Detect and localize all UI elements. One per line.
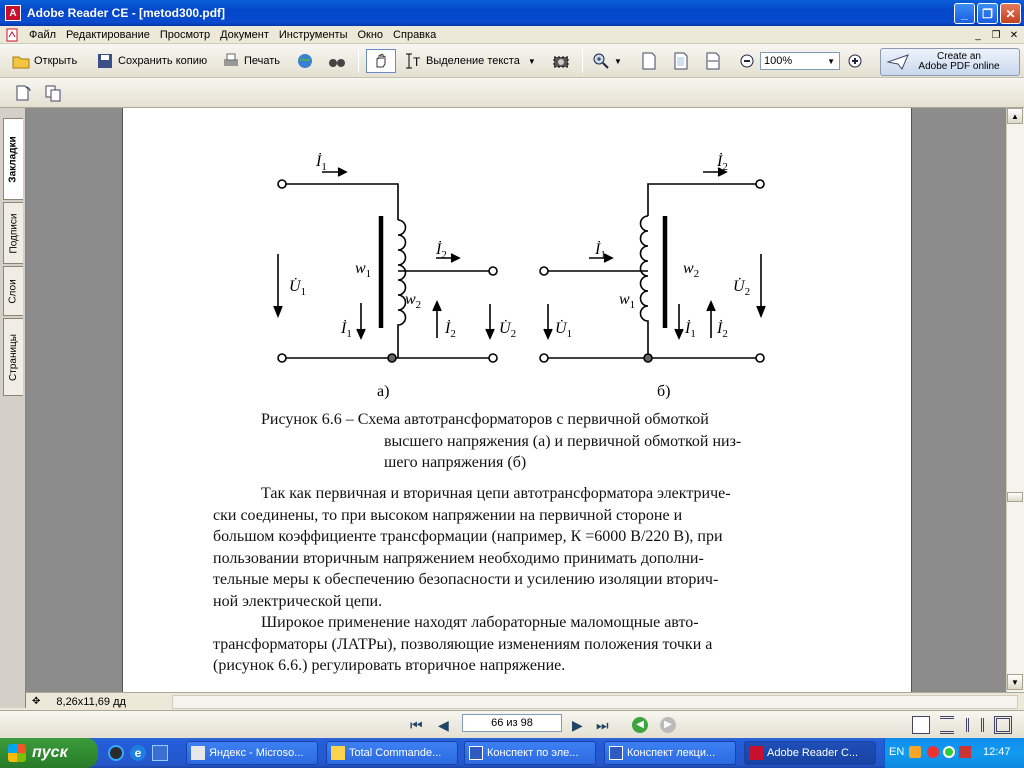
svg-text:T: T bbox=[413, 55, 421, 69]
task-adobe-reader[interactable] bbox=[744, 741, 876, 765]
browser-window-icon bbox=[191, 746, 205, 760]
tab-signatures-label: Подписи bbox=[8, 213, 20, 253]
b-winding-w2-label: $w_2$ bbox=[683, 260, 700, 280]
maximize-button[interactable]: ❐ bbox=[977, 3, 998, 24]
scroll-thumb[interactable] bbox=[1007, 492, 1023, 502]
figure-caption-line: Рисунок 6.6 – Схема автотрансформаторов с первичной обмоткой bbox=[261, 411, 709, 428]
language-indicator[interactable]: EN bbox=[889, 746, 905, 758]
menu-edit[interactable]: Редактирование bbox=[66, 28, 150, 41]
pdf-page bbox=[122, 108, 912, 692]
resize-arrows-icon[interactable]: ✥ bbox=[32, 696, 41, 707]
a-current-i1-low-label: $İ_1$ bbox=[341, 320, 352, 340]
task-total-commander-label: Total Commande... bbox=[349, 747, 442, 759]
b-current-i2-low-label: $İ_2$ bbox=[717, 320, 728, 340]
a-caption: а) bbox=[377, 383, 390, 400]
open-label: Открыть bbox=[34, 55, 78, 67]
snapshot-button[interactable] bbox=[552, 49, 574, 73]
windows-logo-icon bbox=[8, 744, 26, 762]
task-yandex-label: Яндекс - Microso... bbox=[209, 747, 304, 759]
save-copy-button[interactable] bbox=[96, 49, 207, 73]
start-button[interactable] bbox=[0, 738, 98, 768]
page-size-label: 8,26x11,69 дд bbox=[56, 695, 126, 708]
go-forward-button[interactable] bbox=[660, 713, 676, 737]
fit-width-button[interactable] bbox=[704, 49, 726, 73]
a-current-i2-low-label: $İ_2$ bbox=[445, 320, 456, 340]
task-total-commander[interactable] bbox=[326, 741, 458, 765]
b-caption: б) bbox=[657, 383, 671, 400]
task-konspekt-2[interactable] bbox=[604, 741, 736, 765]
create-pdf-online-button[interactable] bbox=[880, 48, 1020, 76]
tab-layers[interactable] bbox=[3, 266, 23, 316]
internet-explorer-icon[interactable]: e bbox=[130, 745, 146, 761]
tab-pages-label: Страницы bbox=[8, 333, 20, 381]
menu-help[interactable]: Справка bbox=[393, 28, 437, 41]
search-button[interactable] bbox=[328, 49, 350, 73]
autotransformer-diagram bbox=[123, 108, 913, 408]
task-yandex[interactable] bbox=[186, 741, 318, 765]
b-current-i1-label: $İ_1$ bbox=[595, 241, 606, 261]
minus-circle-icon bbox=[738, 52, 756, 70]
zoom-level-select[interactable] bbox=[760, 52, 840, 70]
b-current-i2-label: $İ_2$ bbox=[717, 153, 728, 173]
save-copy-label: Сохранить копию bbox=[118, 55, 208, 67]
next-page-button[interactable]: ▶ bbox=[572, 716, 583, 733]
forward-arrow-icon: ▶ bbox=[660, 717, 676, 733]
quick-launch bbox=[108, 745, 168, 761]
paragraph-line: Так как первичная и вторичная цепи автотрансформатора электриче- bbox=[261, 485, 731, 502]
paragraph-line: трансформаторы (ЛАТРы), позволяющие изменениям положения точки а bbox=[213, 635, 713, 653]
b-current-i1-low-label: $İ_1$ bbox=[685, 320, 696, 340]
toolbar-separator bbox=[582, 49, 583, 73]
task-konspekt-2-label: Конспект лекци... bbox=[627, 747, 716, 759]
paragraph-line: большом коэффициенте трансформации (например, К =6000 В/220 В), при bbox=[213, 528, 723, 545]
page-icon bbox=[640, 52, 658, 70]
b-voltage-u2-label: $U̇_2$ bbox=[733, 278, 751, 298]
zoom-in-button[interactable] bbox=[846, 49, 868, 73]
menu-window[interactable]: Окно bbox=[357, 28, 384, 41]
a-current-i1-label: $İ_1$ bbox=[316, 153, 327, 173]
create-pdf-label: Create an Adobe PDF online bbox=[918, 51, 1000, 72]
figure-caption bbox=[261, 409, 821, 474]
zoom-level-value: 100% bbox=[764, 55, 793, 67]
start-label: пуск bbox=[32, 744, 68, 761]
doc-minimize-button[interactable]: _ bbox=[975, 29, 981, 41]
paragraph-line: ски соединены, то при высоком напряжении на первичной стороне и bbox=[213, 506, 683, 524]
doc-close-button[interactable]: ✕ bbox=[1009, 29, 1019, 41]
camera-icon bbox=[552, 52, 570, 70]
task-adobe-reader-label: Adobe Reader C... bbox=[767, 747, 859, 759]
adobe-reader-icon bbox=[749, 746, 763, 760]
windows-taskbar bbox=[0, 738, 1024, 768]
select-text-label: Выделение текста bbox=[426, 55, 520, 67]
figure-caption-line: высшего напряжения (а) и первичной обмоткой низ- bbox=[384, 432, 742, 450]
total-commander-icon bbox=[331, 746, 345, 760]
page-number-input[interactable]: 66 из 98 bbox=[462, 714, 562, 732]
single-page-view-button[interactable] bbox=[912, 713, 930, 737]
paragraph-2 bbox=[213, 612, 821, 677]
continuous-view-button[interactable] bbox=[940, 713, 954, 737]
tab-layers-label: Слои bbox=[8, 278, 20, 304]
clock: 12:47 bbox=[983, 746, 1011, 758]
navigation-pane-tabs bbox=[0, 108, 26, 708]
paragraph-line: Широкое применение находят лабораторные маломощные авто- bbox=[261, 614, 699, 631]
go-back-button[interactable] bbox=[632, 713, 648, 737]
document-viewport[interactable] bbox=[26, 108, 1006, 692]
first-page-button[interactable]: ⏮ bbox=[410, 716, 423, 733]
task-konspekt-1-label: Конспект по эле... bbox=[487, 747, 579, 759]
copy-page-button[interactable] bbox=[44, 81, 66, 105]
fit-width-icon bbox=[704, 52, 722, 70]
b-voltage-u1-label: $U̇_1$ bbox=[555, 320, 573, 340]
minimize-button[interactable]: _ bbox=[954, 3, 975, 24]
paragraph-line: (рисунок 6.6.) регулировать вторичное напряжение. bbox=[213, 657, 566, 674]
antivirus-icon[interactable] bbox=[927, 746, 939, 758]
actual-size-button[interactable] bbox=[640, 49, 662, 73]
floppy-disk-icon bbox=[96, 52, 114, 70]
rotate-page-button[interactable] bbox=[14, 81, 36, 105]
toolbar-separator bbox=[358, 49, 359, 73]
tab-signatures[interactable] bbox=[3, 202, 23, 264]
a-current-i2-label: $İ_2$ bbox=[436, 241, 447, 261]
word-document-icon bbox=[609, 746, 623, 760]
secondary-toolbar bbox=[0, 78, 1024, 108]
show-desktop-icon[interactable] bbox=[152, 745, 168, 761]
hand-tool-button[interactable] bbox=[366, 49, 396, 73]
horizontal-scrollbar[interactable] bbox=[172, 695, 1018, 709]
hand-icon bbox=[372, 52, 390, 70]
web-button[interactable] bbox=[296, 49, 318, 73]
network-status-icon[interactable] bbox=[943, 746, 955, 758]
facing-pages-icon bbox=[966, 718, 984, 732]
open-button[interactable] bbox=[12, 49, 77, 73]
continuous-facing-view-button[interactable] bbox=[994, 713, 1012, 737]
fit-page-button[interactable] bbox=[672, 49, 694, 73]
window-title: Adobe Reader CE - [metod300.pdf] bbox=[27, 6, 226, 20]
plus-circle-icon bbox=[846, 52, 864, 70]
pdf-document-icon bbox=[4, 28, 20, 42]
continuous-page-icon bbox=[940, 716, 954, 734]
select-text-button[interactable] bbox=[404, 49, 536, 73]
printer-icon bbox=[222, 52, 240, 70]
window-titlebar[interactable] bbox=[0, 0, 1024, 26]
menu-file[interactable]: Файл bbox=[29, 28, 57, 41]
word-document-icon bbox=[469, 746, 483, 760]
menu-document[interactable]: Документ bbox=[220, 28, 269, 41]
adobe-reader-icon: A bbox=[5, 5, 21, 21]
media-player-icon[interactable] bbox=[108, 745, 124, 761]
paragraph-line: пользовании вторичным напряжением необходимо принимать дополни- bbox=[213, 549, 704, 567]
figure-caption-line: шего напряжения (б) bbox=[384, 454, 527, 471]
chevron-down-icon[interactable]: ▼ bbox=[527, 56, 536, 66]
zoom-in-tool-button[interactable] bbox=[592, 49, 622, 73]
magnifier-icon bbox=[592, 52, 610, 70]
paragraph-1 bbox=[213, 483, 821, 612]
tab-pages[interactable] bbox=[3, 318, 23, 396]
binoculars-icon bbox=[328, 52, 346, 70]
close-button[interactable]: ✕ bbox=[1000, 3, 1021, 24]
tab-bookmarks[interactable] bbox=[3, 118, 23, 200]
tray-app-icon[interactable] bbox=[909, 746, 921, 758]
text-cursor-icon bbox=[404, 52, 422, 70]
paper-plane-icon bbox=[887, 53, 905, 71]
continuous-facing-icon bbox=[994, 716, 1012, 734]
main-toolbar bbox=[0, 44, 1024, 78]
tray-alert-icon[interactable] bbox=[959, 746, 971, 758]
system-tray bbox=[884, 738, 1024, 768]
print-button[interactable] bbox=[222, 49, 280, 73]
last-page-button[interactable]: ⏭ bbox=[596, 716, 609, 733]
tab-bookmarks-label: Закладки bbox=[8, 135, 19, 183]
menu-view[interactable]: Просмотр bbox=[159, 28, 211, 41]
chevron-down-icon[interactable]: ▼ bbox=[614, 56, 622, 66]
zoom-out-button[interactable] bbox=[738, 49, 760, 73]
task-konspekt-1[interactable] bbox=[464, 741, 596, 765]
menu-bar bbox=[0, 26, 1024, 44]
doc-restore-button[interactable]: ❐ bbox=[991, 29, 1001, 41]
b-winding-w1-label: $w_1$ bbox=[619, 291, 636, 311]
facing-view-button[interactable] bbox=[966, 713, 984, 737]
paragraph-line: тельные меры к обеспечению безопасности и усилению изоляции вторич- bbox=[213, 571, 719, 588]
vertical-scrollbar[interactable] bbox=[1006, 108, 1024, 692]
a-voltage-u2-label: $U̇_2$ bbox=[499, 320, 517, 340]
a-winding-w1-label: $w_1$ bbox=[355, 260, 372, 280]
print-label: Печать bbox=[244, 55, 281, 67]
back-arrow-icon: ◀ bbox=[632, 717, 648, 733]
a-voltage-u1-label: $U̇_1$ bbox=[289, 278, 307, 298]
scroll-up-icon[interactable]: ▲ bbox=[1007, 108, 1023, 124]
scroll-down-icon[interactable]: ▼ bbox=[1007, 674, 1023, 690]
fit-page-icon bbox=[672, 52, 690, 70]
single-page-icon bbox=[912, 716, 930, 734]
a-winding-w2-label: $w_2$ bbox=[405, 291, 422, 311]
folder-open-icon bbox=[12, 52, 30, 70]
globe-icon bbox=[296, 52, 314, 70]
previous-page-button[interactable]: ◀ bbox=[438, 716, 449, 733]
paragraph-line: ной электрической цепи. bbox=[213, 592, 383, 610]
page-rotate-icon bbox=[14, 84, 32, 102]
chevron-down-icon[interactable]: ▼ bbox=[827, 56, 835, 66]
horizontal-scrollbar-row bbox=[26, 692, 1024, 710]
menu-tools[interactable]: Инструменты bbox=[278, 28, 348, 41]
pages-copy-icon bbox=[44, 84, 62, 102]
